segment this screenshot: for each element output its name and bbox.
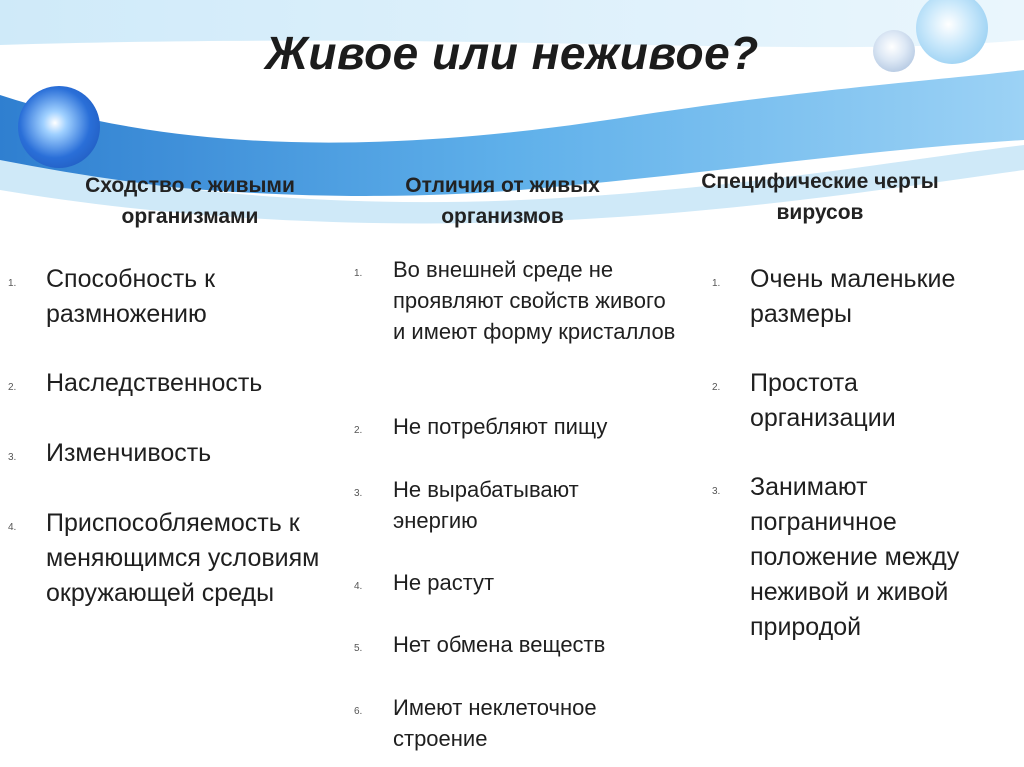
item-number: 4. bbox=[8, 522, 17, 533]
column-heading: Специфические черты вирусов bbox=[701, 170, 939, 224]
page-title: Живое или неживое? bbox=[265, 27, 759, 79]
item-text: Нет обмена веществ bbox=[393, 632, 606, 657]
item-number: 2. bbox=[712, 382, 721, 393]
item-number: 1. bbox=[8, 278, 17, 289]
item-number: 1. bbox=[354, 268, 363, 279]
item-text: Наследственность bbox=[46, 369, 263, 397]
bubble-decoration-left bbox=[18, 86, 100, 168]
column-heading: Сходство с живыми организмами bbox=[85, 174, 295, 228]
item-number: 2. bbox=[8, 382, 17, 393]
item-text: Приспособляемость к меняющимся условиям окружающей среды bbox=[46, 509, 320, 607]
item-number: 6. bbox=[354, 706, 363, 717]
item-text: Во внешней среде не проявляют свойств живого и имеют форму кристаллов bbox=[393, 257, 676, 344]
item-text: Занимают пограничное положение между неживой и живой природой bbox=[750, 473, 960, 641]
column-heading: Отличия от живых организмов bbox=[405, 174, 600, 228]
item-number: 2. bbox=[354, 425, 363, 436]
item-number: 5. bbox=[354, 643, 363, 654]
item-text: Имеют неклеточное строение bbox=[393, 695, 597, 751]
item-text: Очень маленькие размеры bbox=[750, 265, 956, 328]
item-number: 3. bbox=[354, 488, 363, 499]
item-text: Изменчивость bbox=[46, 439, 212, 467]
item-number: 3. bbox=[712, 486, 721, 497]
item-text: Не вырабатывают энергию bbox=[393, 477, 579, 533]
item-number: 3. bbox=[8, 452, 17, 463]
item-number: 4. bbox=[354, 581, 363, 592]
item-text: Не потребляют пищу bbox=[393, 414, 608, 439]
item-text: Способность к размножению bbox=[46, 265, 216, 328]
item-text: Не растут bbox=[393, 570, 495, 595]
item-text: Простота организации bbox=[750, 369, 896, 432]
item-number: 1. bbox=[712, 278, 721, 289]
